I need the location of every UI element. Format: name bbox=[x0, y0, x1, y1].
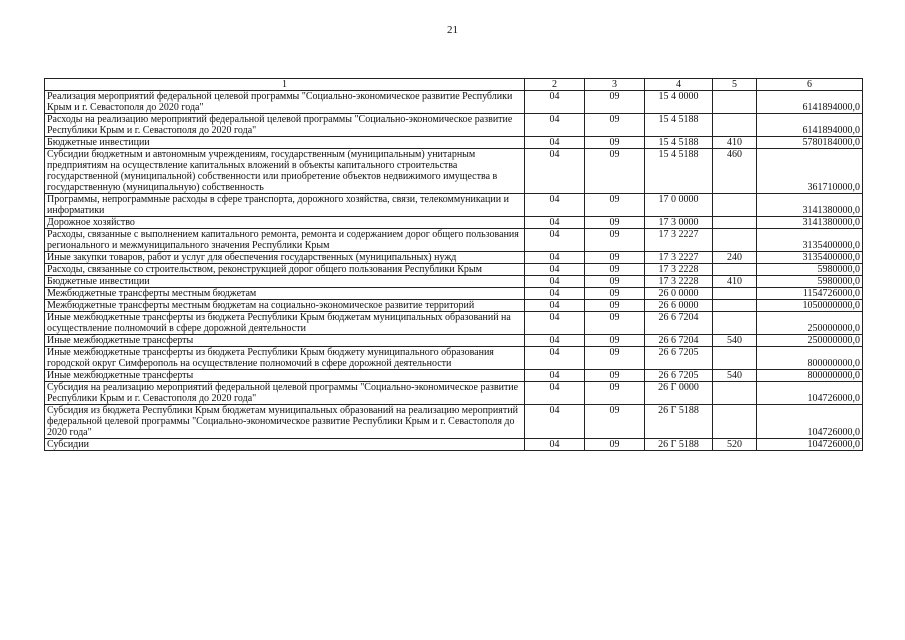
cell-subsection: 09 bbox=[585, 370, 645, 382]
cell-amount: 104726000,0 bbox=[757, 405, 863, 439]
cell-section: 04 bbox=[525, 405, 585, 439]
cell-target-article: 17 3 2228 bbox=[645, 276, 713, 288]
table-row bbox=[45, 276, 863, 288]
cell-target-article: 26 6 7204 bbox=[645, 312, 713, 335]
cell-target-article: 26 Г 0000 bbox=[645, 382, 713, 405]
column-header: 1 bbox=[45, 79, 525, 91]
cell-name: Субсидии bbox=[45, 439, 525, 451]
cell-target-article: 17 3 2228 bbox=[645, 264, 713, 276]
column-header: 3 bbox=[585, 79, 645, 91]
cell-amount: 800000000,0 bbox=[757, 347, 863, 370]
cell-subsection: 09 bbox=[585, 347, 645, 370]
cell-target-article: 15 4 5188 bbox=[645, 114, 713, 137]
cell-target-article: 26 0 0000 bbox=[645, 288, 713, 300]
cell-amount: 3141380000,0 bbox=[757, 217, 863, 229]
table-row bbox=[45, 312, 863, 335]
cell-section: 04 bbox=[525, 114, 585, 137]
cell-section: 04 bbox=[525, 370, 585, 382]
cell-subsection: 09 bbox=[585, 300, 645, 312]
cell-target-article: 26 Г 5188 bbox=[645, 405, 713, 439]
cell-section: 04 bbox=[525, 149, 585, 194]
cell-subsection: 09 bbox=[585, 264, 645, 276]
cell-name: Иные межбюджетные трансферты bbox=[45, 335, 525, 347]
table-row bbox=[45, 335, 863, 347]
table-row bbox=[45, 370, 863, 382]
cell-section: 04 bbox=[525, 312, 585, 335]
cell-target-article: 15 4 5188 bbox=[645, 149, 713, 194]
column-header: 4 bbox=[645, 79, 713, 91]
table-row bbox=[45, 137, 863, 149]
cell-expense-type bbox=[713, 264, 757, 276]
cell-amount: 3135400000,0 bbox=[757, 229, 863, 252]
cell-section: 04 bbox=[525, 276, 585, 288]
cell-name: Бюджетные инвестиции bbox=[45, 276, 525, 288]
cell-subsection: 09 bbox=[585, 312, 645, 335]
cell-subsection: 09 bbox=[585, 217, 645, 229]
cell-expense-type: 520 bbox=[713, 439, 757, 451]
table-body bbox=[45, 79, 863, 451]
table-row bbox=[45, 347, 863, 370]
column-header: 5 bbox=[713, 79, 757, 91]
cell-subsection: 09 bbox=[585, 439, 645, 451]
table-row bbox=[45, 252, 863, 264]
cell-amount: 104726000,0 bbox=[757, 382, 863, 405]
cell-name: Дорожное хозяйство bbox=[45, 217, 525, 229]
cell-amount: 3135400000,0 bbox=[757, 252, 863, 264]
cell-subsection: 09 bbox=[585, 194, 645, 217]
table-row bbox=[45, 288, 863, 300]
cell-subsection: 09 bbox=[585, 229, 645, 252]
cell-target-article: 15 4 0000 bbox=[645, 91, 713, 114]
cell-name: Межбюджетные трансферты местным бюджетам bbox=[45, 288, 525, 300]
cell-name: Программы, непрограммные расходы в сфере транспорта, дорожного хозяйства, связи, телекоммуникации и информатики bbox=[45, 194, 525, 217]
cell-target-article: 26 6 7205 bbox=[645, 370, 713, 382]
table-row bbox=[45, 300, 863, 312]
table-row bbox=[45, 229, 863, 252]
cell-name: Иные межбюджетные трансферты из бюджета Республики Крым бюджетам муниципальных образований на осуществление полномочий в сфере дорожной деятельности bbox=[45, 312, 525, 335]
cell-amount: 6141894000,0 bbox=[757, 91, 863, 114]
cell-subsection: 09 bbox=[585, 335, 645, 347]
cell-name: Иные межбюджетные трансферты bbox=[45, 370, 525, 382]
cell-amount: 3141380000,0 bbox=[757, 194, 863, 217]
cell-target-article: 17 0 0000 bbox=[645, 194, 713, 217]
cell-expense-type bbox=[713, 347, 757, 370]
table-row bbox=[45, 149, 863, 194]
cell-subsection: 09 bbox=[585, 114, 645, 137]
table-row bbox=[45, 382, 863, 405]
cell-target-article: 26 6 7204 bbox=[645, 335, 713, 347]
cell-section: 04 bbox=[525, 300, 585, 312]
cell-section: 04 bbox=[525, 194, 585, 217]
cell-section: 04 bbox=[525, 288, 585, 300]
table-row bbox=[45, 264, 863, 276]
cell-target-article: 15 4 5188 bbox=[645, 137, 713, 149]
cell-expense-type bbox=[713, 288, 757, 300]
cell-subsection: 09 bbox=[585, 91, 645, 114]
cell-amount: 361710000,0 bbox=[757, 149, 863, 194]
cell-name: Реализация мероприятий федеральной целевой программы "Социально-экономическое развитие Республики Крым и г. Севастополя до 2020 года" bbox=[45, 91, 525, 114]
cell-expense-type: 540 bbox=[713, 335, 757, 347]
cell-expense-type: 410 bbox=[713, 276, 757, 288]
cell-expense-type bbox=[713, 312, 757, 335]
cell-target-article: 17 3 2227 bbox=[645, 229, 713, 252]
cell-expense-type: 410 bbox=[713, 137, 757, 149]
cell-amount: 5980000,0 bbox=[757, 276, 863, 288]
cell-target-article: 26 Г 5188 bbox=[645, 439, 713, 451]
cell-subsection: 09 bbox=[585, 149, 645, 194]
cell-section: 04 bbox=[525, 91, 585, 114]
cell-section: 04 bbox=[525, 252, 585, 264]
cell-expense-type: 460 bbox=[713, 149, 757, 194]
cell-section: 04 bbox=[525, 264, 585, 276]
cell-section: 04 bbox=[525, 439, 585, 451]
cell-name: Иные закупки товаров, работ и услуг для обеспечения государственных (муниципальных) нужд bbox=[45, 252, 525, 264]
cell-expense-type bbox=[713, 382, 757, 405]
cell-amount: 5980000,0 bbox=[757, 264, 863, 276]
cell-section: 04 bbox=[525, 217, 585, 229]
cell-section: 04 bbox=[525, 347, 585, 370]
table-row bbox=[45, 114, 863, 137]
table-row bbox=[45, 217, 863, 229]
cell-name: Расходы, связанные с выполнением капитального ремонта, ремонта и содержанием дорог общего пользования регионального и межмуниципального значения Республики Крым bbox=[45, 229, 525, 252]
cell-amount: 1050000000,0 bbox=[757, 300, 863, 312]
cell-name: Расходы на реализацию мероприятий федеральной целевой программы "Социально-экономическое развитие Республики Крым и г. Севастополя до 2020 года" bbox=[45, 114, 525, 137]
cell-amount: 1154726000,0 bbox=[757, 288, 863, 300]
cell-name: Бюджетные инвестиции bbox=[45, 137, 525, 149]
cell-amount: 6141894000,0 bbox=[757, 114, 863, 137]
cell-section: 04 bbox=[525, 382, 585, 405]
cell-subsection: 09 bbox=[585, 382, 645, 405]
table-row bbox=[45, 405, 863, 439]
cell-name: Иные межбюджетные трансферты из бюджета Республики Крым бюджету муниципального образования городской округ Симферополь на осуществление полномочий в сфере дорожной деятельности bbox=[45, 347, 525, 370]
cell-name: Субсидии бюджетным и автономным учреждениям, государственным (муниципальным) унитарным предприятиям на осуществление капитальных вложений в объекты капитального строительства государственной (муниципальной) собственности или приобретение объектов недвижимого имущества в государственную (муниципальную) собственность bbox=[45, 149, 525, 194]
page-number: 21 bbox=[447, 24, 458, 36]
table-row bbox=[45, 91, 863, 114]
column-header: 6 bbox=[757, 79, 863, 91]
cell-expense-type bbox=[713, 229, 757, 252]
cell-amount: 104726000,0 bbox=[757, 439, 863, 451]
cell-amount: 800000000,0 bbox=[757, 370, 863, 382]
cell-subsection: 09 bbox=[585, 137, 645, 149]
cell-target-article: 17 3 0000 bbox=[645, 217, 713, 229]
cell-expense-type bbox=[713, 194, 757, 217]
cell-target-article: 26 6 0000 bbox=[645, 300, 713, 312]
cell-expense-type bbox=[713, 300, 757, 312]
cell-subsection: 09 bbox=[585, 252, 645, 264]
cell-expense-type: 540 bbox=[713, 370, 757, 382]
table-row bbox=[45, 194, 863, 217]
cell-subsection: 09 bbox=[585, 288, 645, 300]
cell-expense-type bbox=[713, 114, 757, 137]
cell-name: Межбюджетные трансферты местным бюджетам на социально-экономическое развитие территорий bbox=[45, 300, 525, 312]
cell-section: 04 bbox=[525, 335, 585, 347]
cell-expense-type bbox=[713, 91, 757, 114]
cell-expense-type bbox=[713, 217, 757, 229]
column-header: 2 bbox=[525, 79, 585, 91]
cell-amount: 250000000,0 bbox=[757, 335, 863, 347]
cell-name: Субсидия на реализацию мероприятий федеральной целевой программы "Социально-экономическое развитие Республики Крым и г. Севастополя до 2020 года" bbox=[45, 382, 525, 405]
cell-name: Субсидия из бюджета Республики Крым бюджетам муниципальных образований на реализацию мероприятий федеральной целевой программы "Социально-экономическое развитие Республики Крым и г. Севастополя до 2020 года" bbox=[45, 405, 525, 439]
cell-subsection: 09 bbox=[585, 405, 645, 439]
budget-table bbox=[44, 78, 863, 451]
cell-expense-type bbox=[713, 405, 757, 439]
cell-target-article: 26 6 7205 bbox=[645, 347, 713, 370]
table-header-row bbox=[45, 79, 863, 91]
table-row bbox=[45, 439, 863, 451]
cell-subsection: 09 bbox=[585, 276, 645, 288]
cell-target-article: 17 3 2227 bbox=[645, 252, 713, 264]
cell-section: 04 bbox=[525, 137, 585, 149]
cell-expense-type: 240 bbox=[713, 252, 757, 264]
cell-amount: 5780184000,0 bbox=[757, 137, 863, 149]
cell-section: 04 bbox=[525, 229, 585, 252]
cell-amount: 250000000,0 bbox=[757, 312, 863, 335]
cell-name: Расходы, связанные со строительством, реконструкцией дорог общего пользования Республики Крым bbox=[45, 264, 525, 276]
